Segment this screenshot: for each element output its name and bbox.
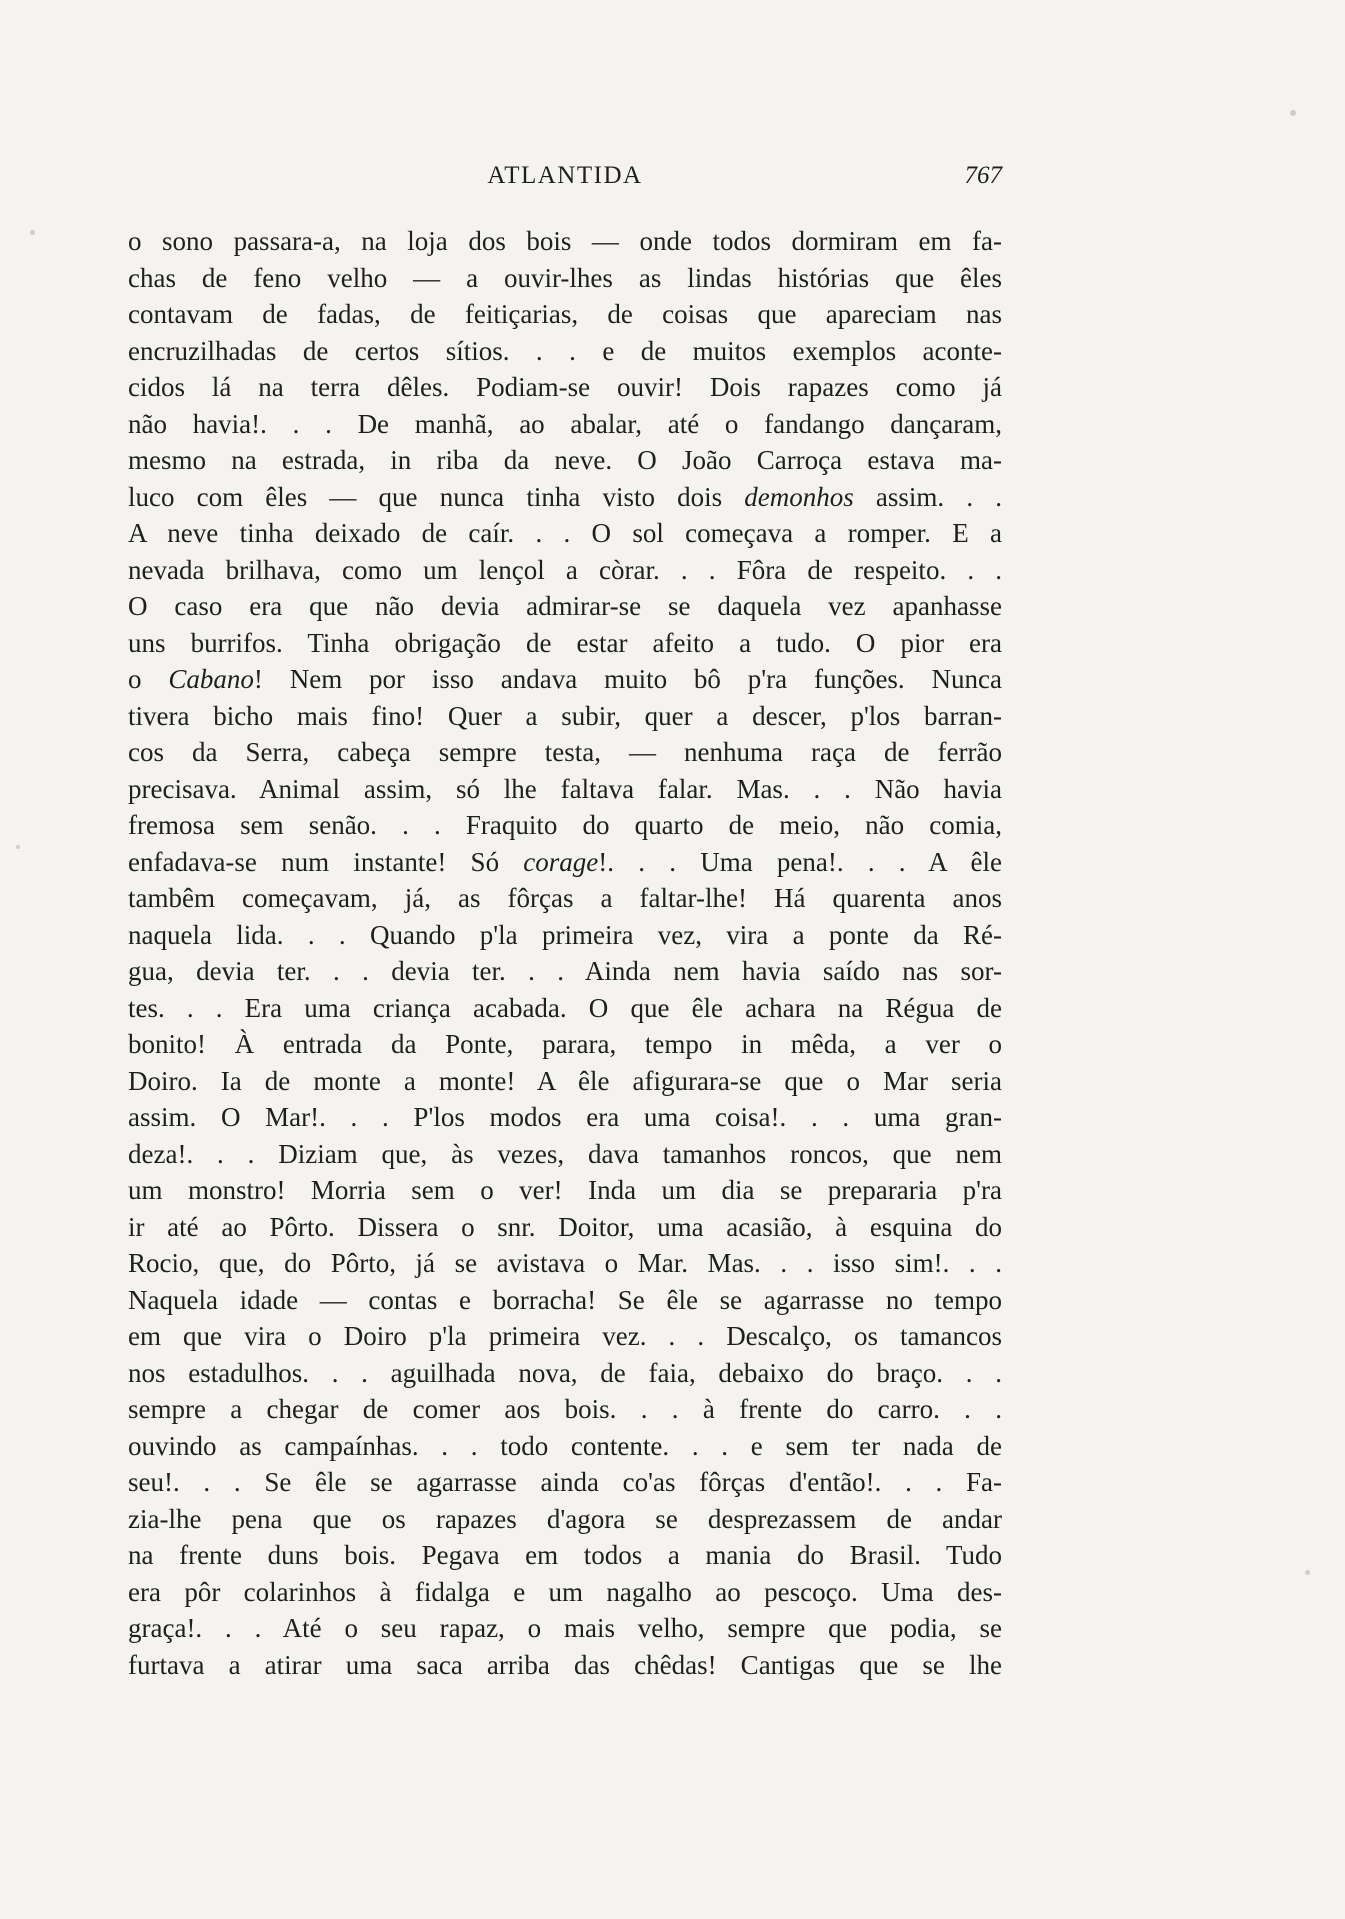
paper-speck xyxy=(30,230,35,235)
text-line: tambêm começavam, já, as fôrças a faltar-lhe! Há quarenta anos xyxy=(128,883,1002,913)
text-line: na frente duns bois. Pegava em todos a mania do Brasil. Tudo xyxy=(128,1540,1002,1570)
text-line: um monstro! Morria sem o ver! Inda um dia se prepararia p'ra xyxy=(128,1175,1002,1205)
text-line: deza!. . . Diziam que, às vezes, dava tamanhos roncos, que nem xyxy=(128,1138,1002,1169)
page-header xyxy=(128,156,1002,196)
text-line: gua, devia ter. . . devia ter. . . Ainda nem havia saído nas sor- xyxy=(128,956,1002,986)
text-line: zia-lhe pena que os rapazes d'agora se desprezassem de andar xyxy=(128,1503,1002,1534)
text-line: era pôr colarinhos à fidalga e um nagalho ao pescoço. Uma des- xyxy=(128,1576,1002,1607)
text-line: A neve tinha deixado de caír. . . O sol começava a romper. E a xyxy=(128,518,1002,548)
text-line: nevada brilhava, como um lençol a còrar. . . Fôra de respeito. . . xyxy=(128,554,1002,585)
text-line: encruzilhadas de certos sítios. . . e de muitos exemplos aconte- xyxy=(128,335,1002,366)
paper-speck xyxy=(1305,1570,1310,1575)
text-line: naquela lida. . . Quando p'la primeira vez, vira a ponte da Ré- xyxy=(128,919,1002,950)
text-line: fremosa sem senão. . . Fraquito do quarto de meio, não comia, xyxy=(128,810,1002,840)
text-line: seu!. . . Se êle se agarrasse ainda co'as fôrças d'então!. . . Fa- xyxy=(128,1467,1002,1497)
text-line: cos da Serra, cabeça sempre testa, — nenhuma raça de ferrão xyxy=(128,737,1002,767)
text-line: não havia!. . . De manhã, ao abalar, até o fandango dançaram, xyxy=(128,408,1002,439)
paper-speck xyxy=(1290,110,1296,116)
text-line: ir até ao Pôrto. Dissera o snr. Doitor, uma acasião, à esquina do xyxy=(128,1211,1002,1242)
paper-speck xyxy=(16,845,20,849)
text-line: contavam de fadas, de feitiçarias, de coisas que apareciam nas xyxy=(128,299,1002,329)
text-line: bonito! À entrada da Ponte, parara, tempo in mêda, a ver o xyxy=(128,1029,1002,1059)
text-line: Naquela idade — contas e borracha! Se êle se agarrasse no tempo xyxy=(128,1284,1002,1315)
text-line: O caso era que não devia admirar-se se daquela vez apanhasse xyxy=(128,591,1002,621)
text-line: furtava a atirar uma saca arriba das chêdas! Cantigas que se lhe xyxy=(128,1649,1002,1680)
text-line: o sono passara-a, na loja dos bois — onde todos dormiram em fa- xyxy=(128,226,1002,256)
text-line: cidos lá na terra dêles. Podiam-se ouvir! Dois rapazes como já xyxy=(128,372,1002,402)
text-line: nos estadulhos. . . aguilhada nova, de faia, debaixo do braço. . . xyxy=(128,1357,1002,1388)
text-line: ouvindo as campaínhas. . . todo contente. . . e sem ter nada de xyxy=(128,1430,1002,1461)
text-line: uns burrifos. Tinha obrigação de estar afeito a tudo. O pior era xyxy=(128,627,1002,658)
text-line: precisava. Animal assim, só lhe faltava falar. Mas. . . Não havia xyxy=(128,773,1002,804)
text-line: chas de feno velho — a ouvir-lhes as lindas histórias que êles xyxy=(128,262,1002,293)
text-line: sempre a chegar de comer aos bois. . . à frente do carro. . . xyxy=(128,1394,1002,1424)
text-line: tes. . . Era uma criança acabada. O que êle achara na Régua de xyxy=(128,992,1002,1023)
text-line: Rocio, que, do Pôrto, já se avistava o Mar. Mas. . . isso sim!. . . xyxy=(128,1248,1002,1278)
text-line: o Cabano! Nem por isso andava muito bô p'ra funções. Nunca xyxy=(128,664,1002,694)
text-line: em que vira o Doiro p'la primeira vez. . . Descalço, os tamancos xyxy=(128,1321,1002,1351)
text-line: Doiro. Ia de monte a monte! A êle afigurara-se que o Mar seria xyxy=(128,1065,1002,1096)
body-text xyxy=(128,223,1002,1683)
text-line: enfadava-se num instante! Só corage!. . . Uma pena!. . . A êle xyxy=(128,846,1002,877)
page-number: 767 xyxy=(964,162,1002,189)
text-line: graça!. . . Até o seu rapaz, o mais velho, sempre que podia, se xyxy=(128,1613,1002,1643)
running-title: ATLANTIDA xyxy=(487,162,643,189)
text-line: tivera bicho mais fino! Quer a subir, quer a descer, p'los barran- xyxy=(128,700,1002,731)
text-line: mesmo na estrada, in riba da neve. O João Carroça estava ma- xyxy=(128,445,1002,475)
text-line: luco com êles — que nunca tinha visto dois demonhos assim. . . xyxy=(128,481,1002,512)
text-line: assim. O Mar!. . . P'los modos era uma coisa!. . . uma gran- xyxy=(128,1102,1002,1132)
